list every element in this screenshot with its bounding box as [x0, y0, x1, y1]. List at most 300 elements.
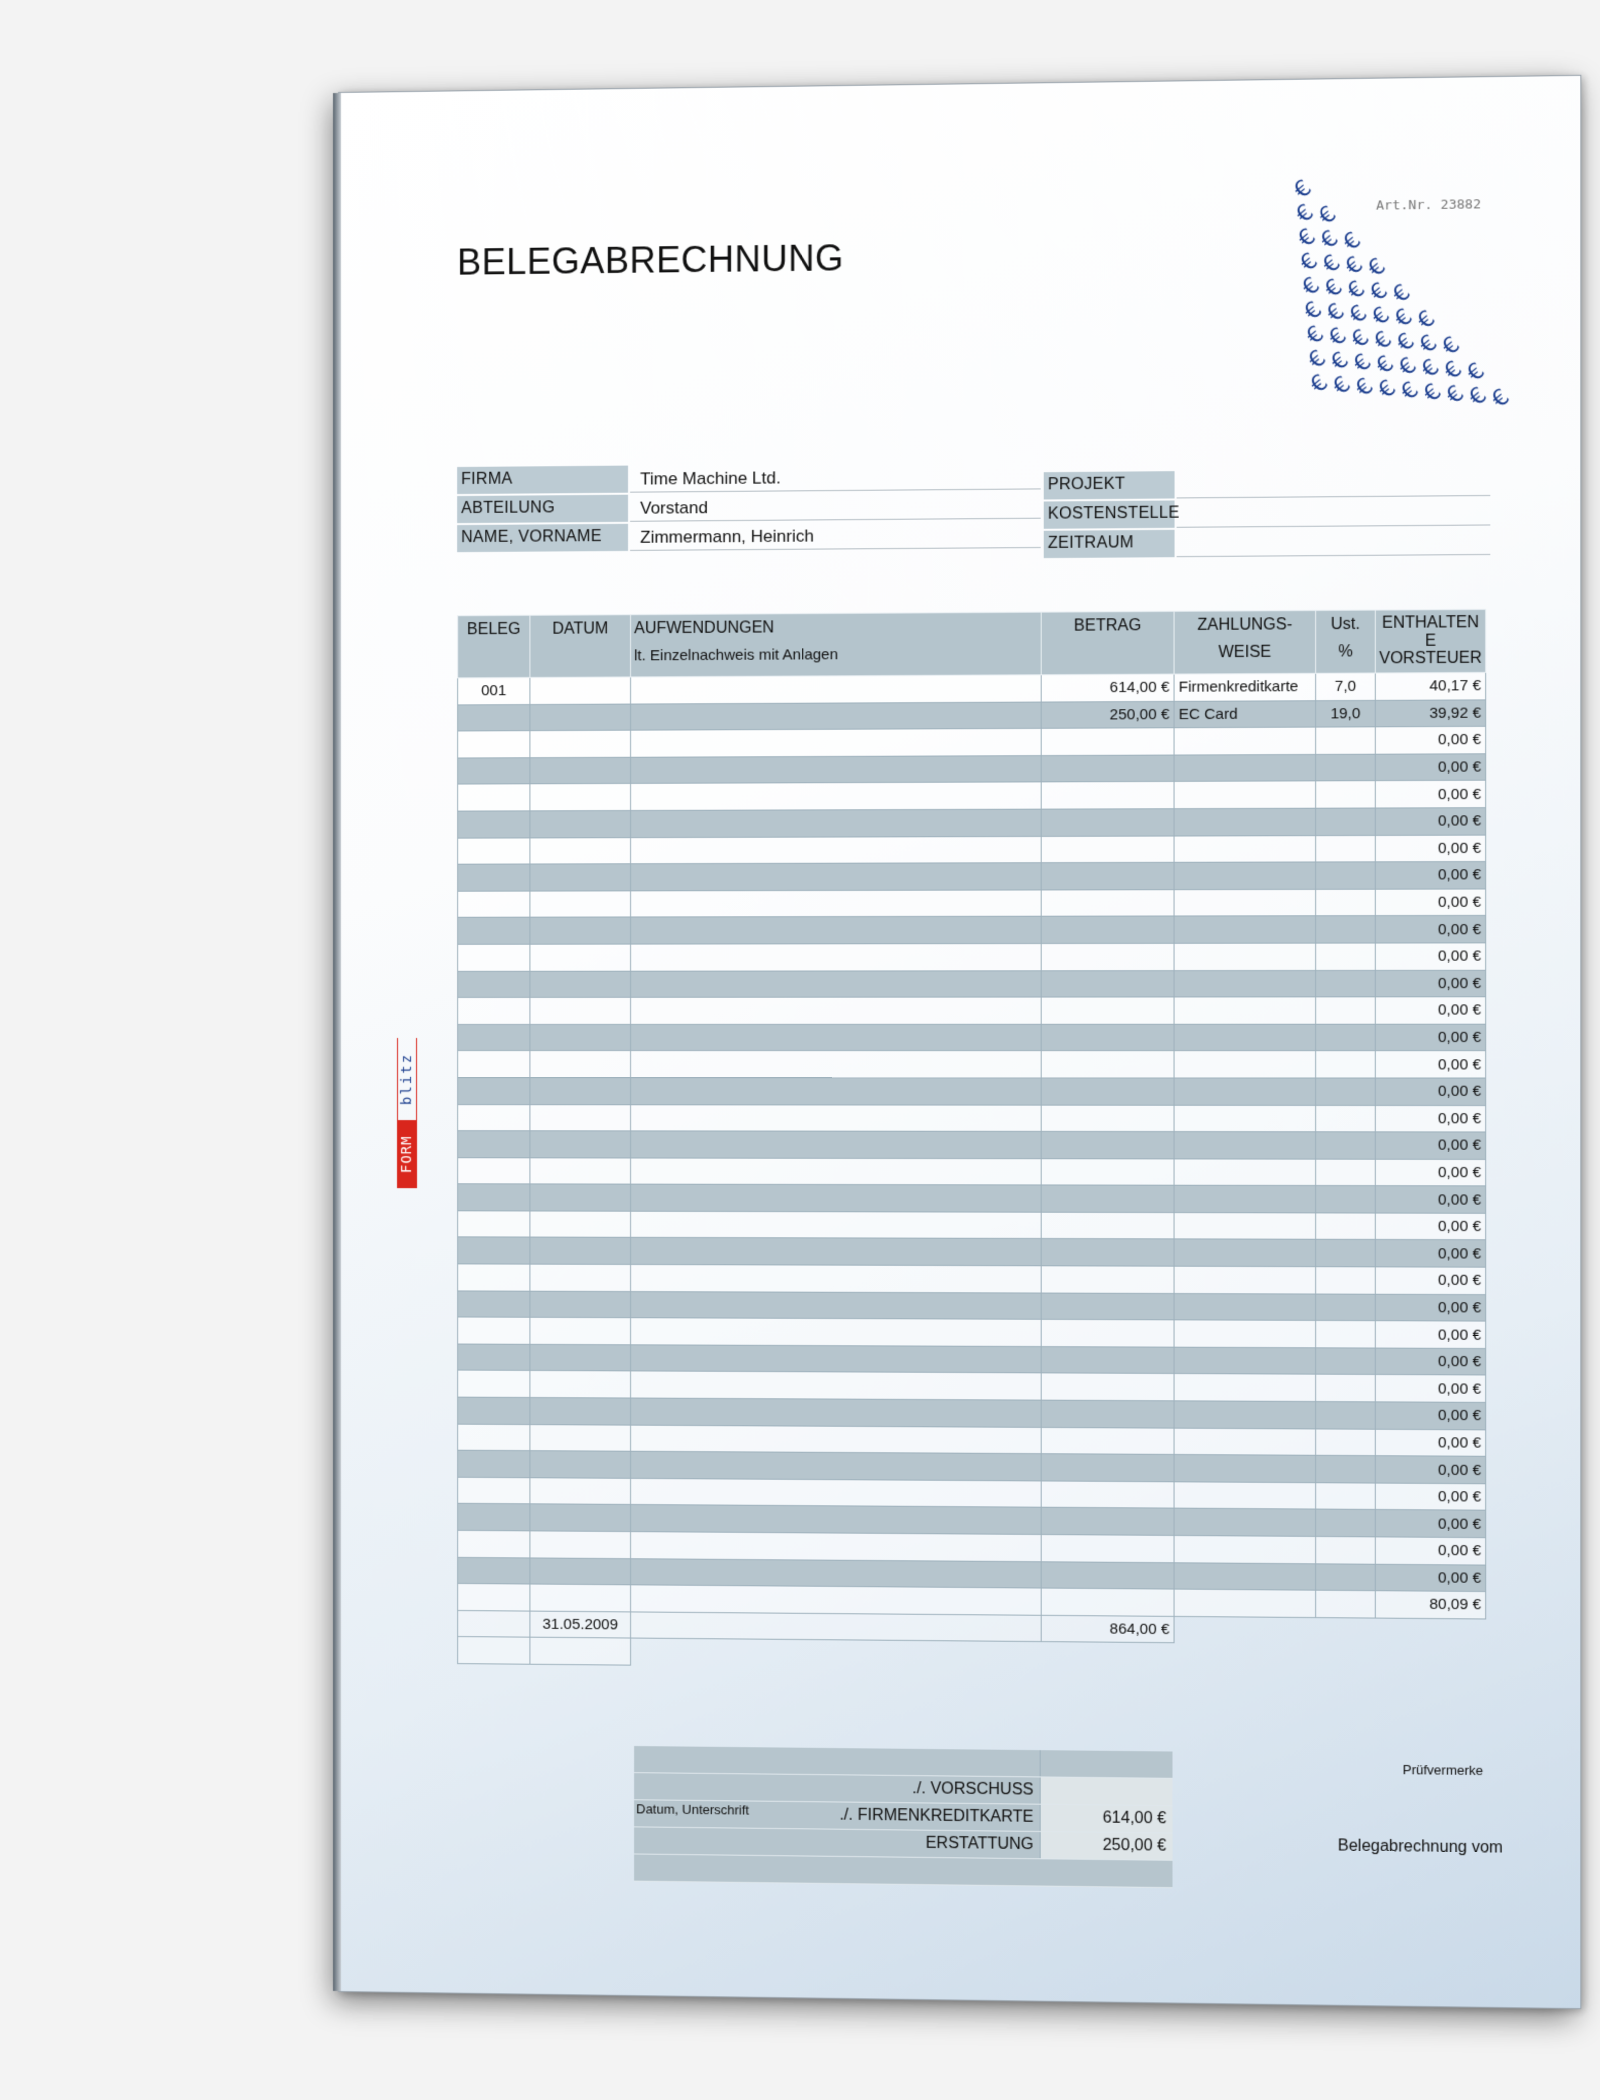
document-page: [338, 75, 1581, 2009]
cell-zahlung[interactable]: [1174, 1239, 1316, 1266]
cell-ust[interactable]: [1316, 916, 1376, 943]
cell-zahlung[interactable]: [1174, 1024, 1316, 1051]
zeitraum-field[interactable]: [1177, 528, 1491, 558]
cell-vorsteuer: 0,00 €: [1375, 1051, 1485, 1078]
cell-datum[interactable]: [530, 1318, 631, 1345]
cell-ust[interactable]: [1316, 1321, 1376, 1348]
cell-zahlung[interactable]: [1174, 1428, 1316, 1456]
cell-datum[interactable]: [530, 1344, 631, 1371]
table-row: [458, 1024, 1486, 1051]
cell-aufwendung[interactable]: [631, 1345, 1042, 1374]
euro-glyph-icon: €: [1348, 349, 1377, 378]
cell-vorsteuer: 0,00 €: [1375, 1078, 1485, 1105]
cell-aufwendung[interactable]: [631, 1051, 1042, 1078]
cell-ust[interactable]: [1316, 1159, 1376, 1186]
cell-ust[interactable]: [1316, 1267, 1376, 1294]
cell-betrag[interactable]: [1041, 1588, 1174, 1616]
cell-ust[interactable]: [1316, 1213, 1376, 1240]
cell-aufwendung[interactable]: [631, 1184, 1042, 1212]
cell-aufwendung[interactable]: [631, 970, 1042, 997]
cell-ust[interactable]: [1316, 1509, 1376, 1536]
cell-ust[interactable]: [1316, 835, 1376, 862]
cell-beleg[interactable]: [458, 1424, 530, 1451]
cell-betrag[interactable]: [1041, 1454, 1174, 1482]
name-label: NAME, VORNAME: [457, 524, 628, 552]
cell-ust[interactable]: [1316, 970, 1376, 997]
cell-ust[interactable]: [1316, 1482, 1376, 1509]
cell-aufwendung[interactable]: [631, 1371, 1042, 1400]
cell-ust[interactable]: [1316, 1051, 1376, 1078]
cell-beleg[interactable]: [458, 917, 530, 944]
cell-betrag[interactable]: [1041, 916, 1174, 943]
cell-beleg[interactable]: [458, 1184, 530, 1211]
cell-datum[interactable]: [530, 1211, 631, 1238]
cell-zahlung[interactable]: [1174, 727, 1316, 755]
cell-betrag[interactable]: [1041, 1185, 1174, 1212]
cell-beleg[interactable]: [458, 1477, 530, 1504]
cell-zahlung[interactable]: [1174, 754, 1316, 782]
cell-datum[interactable]: [530, 1478, 631, 1505]
cell-betrag[interactable]: [1041, 1373, 1174, 1401]
cell-datum[interactable]: [530, 1158, 631, 1185]
cell-ust[interactable]: [1316, 1429, 1376, 1456]
cell-ust[interactable]: [1316, 943, 1376, 970]
cell-datum[interactable]: [530, 1531, 631, 1558]
info-block: [457, 458, 1485, 552]
cell-beleg[interactable]: [458, 1530, 530, 1557]
ust-line2: %: [1338, 642, 1353, 661]
cell-zahlung[interactable]: [1174, 1186, 1316, 1213]
cell-ust[interactable]: [1316, 997, 1376, 1024]
table-row: [458, 1291, 1486, 1322]
cell-ust[interactable]: [1316, 781, 1376, 808]
cell-beleg[interactable]: [458, 998, 530, 1025]
cell-ust[interactable]: [1316, 727, 1376, 754]
kreditkarte-value: 614,00 €: [1040, 1805, 1173, 1833]
cell-datum[interactable]: [530, 1131, 631, 1158]
cell-beleg[interactable]: [458, 731, 530, 758]
euro-glyph-icon: €: [1392, 328, 1420, 358]
cell-datum[interactable]: [530, 1051, 631, 1078]
brand-form: FORM: [397, 1120, 417, 1188]
cell-betrag[interactable]: [1041, 997, 1174, 1024]
table-body: [458, 672, 1486, 1672]
euro-glyph-icon: €: [1303, 345, 1332, 375]
cell-datum[interactable]: [530, 677, 631, 704]
cell-aufwendung[interactable]: [631, 917, 1042, 944]
cell-zahlung[interactable]: [1174, 1266, 1316, 1293]
euro-glyph-icon: €: [1338, 227, 1367, 257]
cell-datum[interactable]: [530, 1291, 631, 1318]
cell-betrag[interactable]: [1041, 1293, 1174, 1320]
cell-zahlung[interactable]: [1174, 1132, 1316, 1159]
cell-vorsteuer: 0,00 €: [1375, 1267, 1485, 1294]
table-row: [458, 727, 1486, 758]
cell-beleg[interactable]: 001: [458, 677, 530, 704]
document-title: BELEGABRECHNUNG: [457, 237, 844, 283]
cell-datum[interactable]: [530, 1558, 631, 1585]
cell-vorsteuer: 0,00 €: [1375, 1429, 1485, 1457]
cell-vorsteuer: 0,00 €: [1375, 1483, 1485, 1511]
cell-beleg[interactable]: [458, 837, 530, 864]
cell-zahlung[interactable]: [1174, 1212, 1316, 1239]
table-row: [458, 1051, 1486, 1078]
cell-zahlung[interactable]: [1174, 889, 1316, 916]
cell-vorsteuer: 0,00 €: [1375, 970, 1485, 997]
cell-betrag[interactable]: [1041, 782, 1174, 809]
cell-aufwendung[interactable]: [631, 782, 1042, 810]
cell-betrag[interactable]: [1041, 1024, 1174, 1051]
table-row: [458, 1264, 1486, 1294]
cell-betrag[interactable]: [1041, 728, 1174, 755]
col-beleg: BELEG: [458, 615, 530, 678]
cell-aufwendung[interactable]: [631, 836, 1042, 864]
cell-betrag[interactable]: [1041, 1534, 1174, 1562]
cell-betrag[interactable]: [1041, 1266, 1174, 1293]
cell-datum[interactable]: [530, 1451, 631, 1478]
brand-blitz: blitz: [397, 1038, 417, 1120]
euro-glyph-icon: €: [1297, 272, 1325, 302]
cell-betrag[interactable]: 614,00 €: [1041, 674, 1174, 702]
cell-beleg[interactable]: [458, 757, 530, 784]
cell-zahlung[interactable]: [1174, 997, 1316, 1024]
cell-zahlung[interactable]: [1174, 1562, 1316, 1590]
ust-line1: Ust.: [1330, 615, 1361, 634]
cell-beleg[interactable]: [458, 1264, 530, 1291]
cell-datum[interactable]: [530, 1078, 631, 1105]
cell-zahlung[interactable]: EC Card: [1174, 700, 1316, 728]
cell-zahlung[interactable]: [1174, 1078, 1316, 1105]
cell-ust[interactable]: [1316, 1240, 1376, 1267]
cell-aufwendung[interactable]: [631, 1318, 1042, 1347]
cell-datum[interactable]: [530, 730, 631, 757]
name-field[interactable]: Zimmermann, Heinrich: [630, 521, 1041, 551]
cell-vorsteuer: 0,00 €: [1375, 1375, 1485, 1403]
cell-beleg[interactable]: [458, 1051, 530, 1078]
cell-zahlung[interactable]: [1174, 943, 1316, 970]
cell-aufwendung[interactable]: [631, 1158, 1042, 1186]
cell-datum[interactable]: [530, 704, 631, 731]
col-vorsteuer: [1375, 609, 1485, 673]
cell-datum[interactable]: [530, 944, 631, 971]
cell-zahlung[interactable]: [1174, 970, 1316, 997]
cell-betrag[interactable]: [1041, 1078, 1174, 1105]
table-row: [458, 862, 1486, 891]
cell-aufwendung[interactable]: [631, 1291, 1042, 1319]
cell-zahlung[interactable]: [1174, 1105, 1316, 1132]
cell-aufwendung[interactable]: [631, 1265, 1042, 1293]
cell-betrag[interactable]: [1041, 836, 1174, 863]
cell-datum[interactable]: [530, 837, 631, 864]
cell-vorsteuer: 0,00 €: [1375, 862, 1485, 889]
euro-glyph-icon: €: [1418, 379, 1447, 408]
cell-aufwendung[interactable]: [631, 809, 1042, 837]
euro-glyph-icon: €: [1412, 305, 1441, 335]
cell-beleg[interactable]: [458, 1024, 530, 1051]
cell-ust[interactable]: [1316, 1375, 1376, 1402]
cell-beleg[interactable]: [458, 1237, 530, 1264]
table-row: [458, 1184, 1486, 1213]
euro-glyph-icon: €: [1299, 297, 1328, 326]
cell-vorsteuer: 0,00 €: [1375, 1321, 1485, 1348]
cell-beleg[interactable]: [458, 1157, 530, 1184]
cell-zahlung[interactable]: [1174, 1320, 1316, 1348]
cell-betrag[interactable]: [1041, 862, 1174, 889]
cell-aufwendung[interactable]: [631, 1131, 1042, 1158]
cell-zahlung[interactable]: [1174, 1455, 1316, 1483]
euro-glyph-icon: €: [1367, 302, 1395, 331]
cell-datum[interactable]: [530, 1238, 631, 1265]
cell-datum[interactable]: [530, 1024, 631, 1051]
cell-zahlung[interactable]: [1174, 1589, 1316, 1617]
cell-datum[interactable]: [530, 997, 631, 1024]
kostenstelle-field[interactable]: [1177, 498, 1491, 528]
cell-zahlung[interactable]: [1174, 1509, 1316, 1537]
cell-betrag[interactable]: [1041, 889, 1174, 916]
cell-ust[interactable]: [1316, 1132, 1376, 1159]
cell-betrag[interactable]: [1041, 1320, 1174, 1347]
cell-ust[interactable]: [1316, 1186, 1376, 1213]
brand-logo: [397, 1038, 417, 1188]
cell-beleg[interactable]: [458, 864, 530, 891]
zeitraum-label: ZEITRAUM: [1044, 530, 1175, 558]
euro-glyph-icon: €: [1326, 347, 1354, 377]
cell-ust[interactable]: 19,0: [1316, 700, 1376, 727]
table-row: [458, 997, 1486, 1024]
cell-beleg[interactable]: [458, 944, 530, 971]
cell-beleg[interactable]: [458, 811, 530, 838]
table-row: [458, 943, 1486, 971]
col-betrag: BETRAG: [1041, 611, 1174, 674]
table-row: [458, 970, 1486, 998]
abteilung-field[interactable]: Vorstand: [630, 491, 1041, 521]
cell-ust[interactable]: [1316, 1348, 1376, 1375]
cell-datum[interactable]: [530, 891, 631, 918]
cell-aufwendung[interactable]: [631, 702, 1042, 731]
euro-glyph-icon: €: [1414, 330, 1443, 359]
cell-beleg[interactable]: [458, 1397, 530, 1424]
cell-betrag[interactable]: [1041, 755, 1174, 782]
cell-beleg[interactable]: [458, 1504, 530, 1531]
zahlungsweise-line1: ZAHLUNGS-: [1197, 616, 1293, 634]
cell-aufwendung[interactable]: [631, 1532, 1042, 1562]
cell-beleg[interactable]: [458, 1317, 530, 1344]
cell-beleg[interactable]: [458, 1557, 530, 1584]
cell-zahlung[interactable]: Firmenkreditkarte: [1174, 673, 1316, 701]
euro-glyph-icon: €: [1416, 354, 1445, 384]
cell-aufwendung[interactable]: [631, 1104, 1042, 1131]
cell-datum[interactable]: [530, 864, 631, 891]
table-row: [458, 916, 1486, 944]
cell-ust[interactable]: [1316, 808, 1376, 835]
firma-field[interactable]: Time Machine Ltd.: [630, 462, 1041, 493]
cell-zahlung[interactable]: [1174, 808, 1316, 835]
cell-datum[interactable]: [530, 971, 631, 998]
cell-betrag[interactable]: [1041, 1132, 1174, 1159]
cell-datum[interactable]: [530, 1398, 631, 1425]
cell-beleg[interactable]: [458, 1291, 530, 1318]
cell-datum[interactable]: [530, 1584, 631, 1611]
cell-beleg[interactable]: [458, 704, 530, 731]
col-ust: [1316, 610, 1376, 673]
cell-aufwendung[interactable]: [631, 997, 1042, 1024]
cell-beleg[interactable]: [458, 891, 530, 918]
aufwendungen-subtitle: lt. Einzelnachweis mit Anlagen: [634, 645, 839, 665]
cell-aufwendung[interactable]: [631, 1398, 1042, 1427]
cell-zahlung[interactable]: [1174, 1482, 1316, 1510]
cell-vorsteuer: 0,00 €: [1375, 1294, 1485, 1321]
cell-aufwendung[interactable]: [631, 890, 1042, 918]
cell-vorsteuer: 80,09 €: [1375, 1591, 1485, 1619]
cell-aufwendung[interactable]: [631, 1478, 1042, 1507]
table-row: [458, 889, 1486, 918]
cell-betrag[interactable]: [1041, 1508, 1174, 1536]
cell-ust[interactable]: [1316, 1078, 1376, 1105]
cell-betrag[interactable]: [1041, 970, 1174, 997]
cell-zahlung[interactable]: [1174, 1347, 1316, 1375]
cell-aufwendung[interactable]: [631, 1078, 1042, 1105]
cell-ust[interactable]: [1316, 1294, 1376, 1321]
cell-beleg[interactable]: [458, 1371, 530, 1398]
cell-beleg[interactable]: [458, 1450, 530, 1477]
cell-ust[interactable]: [1316, 1105, 1376, 1132]
cell-vorsteuer: 0,00 €: [1375, 754, 1485, 781]
euro-glyph-icon: €: [1396, 377, 1424, 406]
cell-zahlung[interactable]: [1174, 1401, 1316, 1429]
cell-zahlung[interactable]: [1174, 1374, 1316, 1402]
cell-ust[interactable]: [1316, 1456, 1376, 1483]
cell-aufwendung[interactable]: [631, 1024, 1042, 1051]
cell-betrag[interactable]: [1041, 1105, 1174, 1132]
article-number: Art.Nr. 23882: [1376, 197, 1482, 214]
firma-label: FIRMA: [457, 466, 628, 494]
cell-betrag[interactable]: [1041, 1561, 1174, 1589]
cell-ust[interactable]: [1316, 889, 1376, 916]
cell-aufwendung[interactable]: [631, 1585, 1042, 1615]
cell-aufwendung[interactable]: [631, 1211, 1042, 1239]
table-row: [458, 1237, 1486, 1267]
euro-glyph-icon: €: [1365, 278, 1393, 307]
cell-datum[interactable]: [530, 1504, 631, 1531]
col-datum: DATUM: [530, 615, 631, 678]
cell-aufwendung[interactable]: [631, 1558, 1042, 1588]
cell-aufwendung[interactable]: [631, 1425, 1042, 1454]
cell-datum[interactable]: [530, 757, 631, 784]
cell-vorsteuer: 0,00 €: [1375, 997, 1485, 1024]
cell-aufwendung[interactable]: [631, 1238, 1042, 1266]
kreditkarte-label: ./. FIRMENKREDITKARTE: [839, 1806, 1034, 1826]
projekt-field[interactable]: [1177, 469, 1491, 499]
euro-glyph-icon: €: [1394, 352, 1422, 382]
cell-vorsteuer: 39,92 €: [1375, 699, 1485, 727]
cell-ust[interactable]: [1316, 1024, 1376, 1051]
cell-vorsteuer: 0,00 €: [1375, 1537, 1485, 1565]
cell-zahlung[interactable]: [1174, 1051, 1316, 1078]
vorschuss-value[interactable]: [1040, 1777, 1173, 1805]
cell-betrag[interactable]: [1041, 1239, 1174, 1266]
cell-vorsteuer: 0,00 €: [1375, 943, 1485, 970]
cell-betrag[interactable]: [1041, 809, 1174, 836]
cell-zahlung[interactable]: [1174, 1159, 1316, 1186]
cell-aufwendung[interactable]: [631, 863, 1042, 891]
cell-betrag[interactable]: [1041, 1158, 1174, 1185]
cell-beleg[interactable]: [458, 1211, 530, 1238]
cell-betrag[interactable]: [1041, 1400, 1174, 1428]
kostenstelle-label: KOSTENSTELLE: [1044, 500, 1175, 528]
cell-beleg[interactable]: [458, 784, 530, 811]
cell-betrag[interactable]: [1041, 943, 1174, 970]
total-filler: [1174, 1616, 1486, 1646]
datum-unterschrift-label: Datum, Unterschrift: [636, 1801, 750, 1818]
cell-beleg[interactable]: [458, 971, 530, 998]
cell-ust[interactable]: [1316, 1563, 1376, 1590]
cell-betrag[interactable]: [1041, 1427, 1174, 1455]
cell-betrag[interactable]: 250,00 €: [1041, 701, 1174, 729]
cell-aufwendung[interactable]: [631, 729, 1042, 758]
aufwendungen-title: AUFWENDUNGEN: [634, 619, 775, 638]
cell-beleg[interactable]: [458, 1077, 530, 1104]
euro-glyph-icon: €: [1363, 253, 1391, 283]
cell-ust[interactable]: [1316, 1402, 1376, 1429]
cell-aufwendung[interactable]: [631, 675, 1042, 704]
cell-ust[interactable]: [1316, 862, 1376, 889]
cell-beleg[interactable]: [458, 1344, 530, 1371]
cell-betrag[interactable]: [1041, 1346, 1174, 1373]
cell-aufwendung[interactable]: [631, 943, 1042, 970]
cell-zahlung[interactable]: [1174, 1535, 1316, 1563]
cell-datum[interactable]: [530, 1264, 631, 1291]
cell-vorsteuer: 0,00 €: [1375, 1564, 1485, 1592]
cell-beleg[interactable]: [458, 1131, 530, 1158]
euro-glyph-icon: €: [1373, 375, 1402, 404]
cell-ust[interactable]: [1316, 754, 1376, 781]
cell-ust[interactable]: 7,0: [1316, 673, 1376, 700]
cell-datum[interactable]: [530, 1184, 631, 1211]
cell-ust[interactable]: [1316, 1590, 1376, 1617]
cell-datum[interactable]: [530, 1371, 631, 1398]
col-aufwendungen: [631, 612, 1042, 677]
euro-glyph-icon: €: [1289, 175, 1317, 204]
cell-vorsteuer: 0,00 €: [1375, 1159, 1485, 1186]
table-row: [458, 1077, 1486, 1105]
cell-datum[interactable]: [530, 1424, 631, 1451]
cell-betrag[interactable]: [1041, 1212, 1174, 1239]
cell-betrag[interactable]: [1041, 1051, 1174, 1078]
cell-zahlung[interactable]: [1174, 1293, 1316, 1320]
cell-betrag[interactable]: [1041, 1481, 1174, 1509]
euro-glyph-icon: €: [1305, 370, 1334, 399]
cell-datum[interactable]: [530, 810, 631, 837]
cell-datum[interactable]: [530, 1104, 631, 1131]
euro-glyph-icon: €: [1317, 250, 1346, 279]
vorsteuer-line1: ENTHALTEN: [1382, 614, 1479, 632]
cell-aufwendung[interactable]: [631, 1505, 1042, 1535]
cell-aufwendung[interactable]: [631, 1451, 1042, 1480]
cell-datum[interactable]: [530, 917, 631, 944]
cell-beleg[interactable]: [458, 1104, 530, 1131]
cell-beleg[interactable]: [458, 1584, 530, 1611]
cell-zahlung[interactable]: [1174, 835, 1316, 862]
cell-ust[interactable]: [1316, 1536, 1376, 1563]
total-datum: 31.05.2009: [530, 1611, 631, 1639]
cell-zahlung[interactable]: [1174, 781, 1316, 808]
euro-glyph-icon: €: [1486, 384, 1515, 414]
table-row: [458, 781, 1486, 811]
cell-zahlung[interactable]: [1174, 862, 1316, 889]
cell-aufwendung[interactable]: [631, 755, 1042, 783]
cell-datum[interactable]: [530, 784, 631, 811]
cell-zahlung[interactable]: [1174, 916, 1316, 943]
